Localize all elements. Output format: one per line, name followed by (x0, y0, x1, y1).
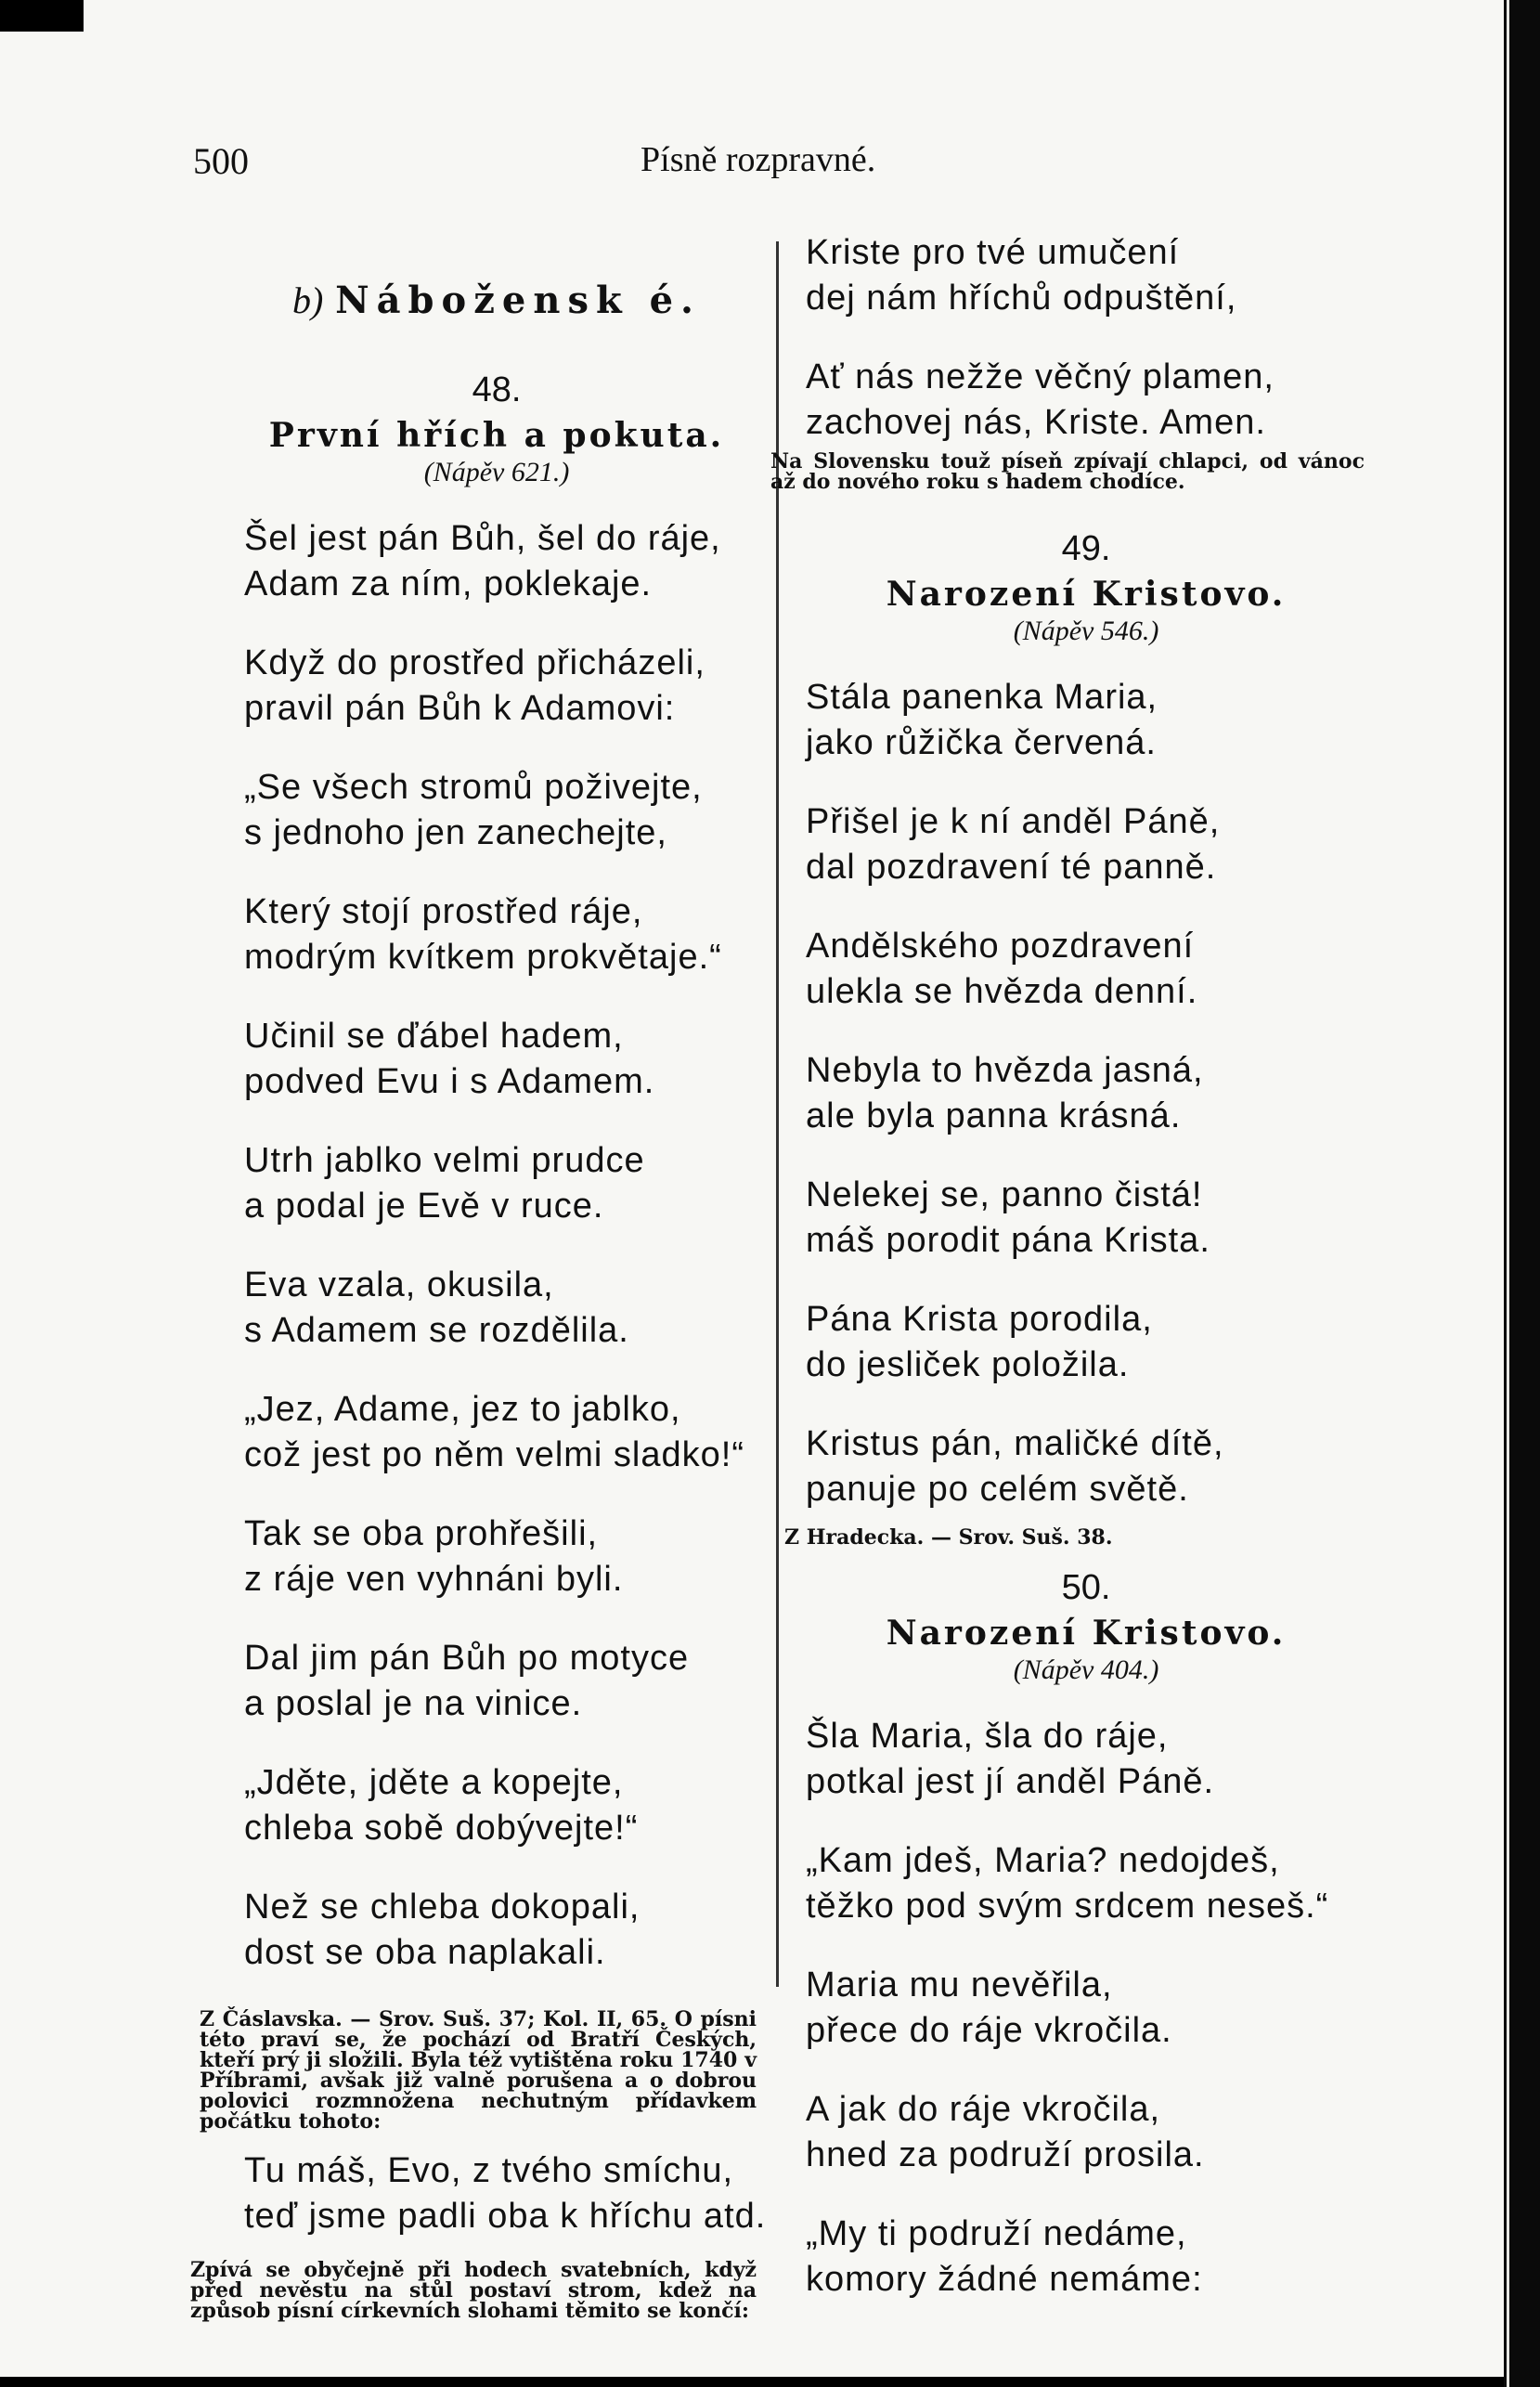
verse-line: Ať nás nežže věčný plamen, (806, 357, 1275, 396)
verse-line: Tak se oba prohřešili, (244, 1514, 599, 1553)
verse-line: Tu máš, Evo, z tvého smíchu, (244, 2151, 734, 2190)
song-49-stanzas (798, 675, 1374, 1512)
verse-line: Kristus pán, maličké dítě, (806, 1424, 1224, 1463)
verse-line: Šla Maria, šla do ráje, (806, 1717, 1169, 1756)
verse-line: Když do prostřed přicházeli, (244, 643, 705, 682)
verse-line: Stála panenka Maria, (806, 678, 1158, 717)
verse-line: těžko pod svým srdcem neseš.“ (806, 1887, 1329, 1926)
verse-line: dal pozdravení té panně. (806, 848, 1217, 887)
song-50-stanzas (798, 1714, 1374, 2303)
stanza (806, 675, 1374, 766)
stanza (244, 1263, 757, 1354)
verse-line: pravil pán Bůh k Adamovi: (244, 689, 676, 728)
verse-line: hned za podruží prosila. (806, 2135, 1205, 2174)
right-column (770, 230, 1374, 2336)
verse-line: dej nám hříchů odpuštění, (806, 279, 1237, 318)
stanza (806, 2087, 1374, 2178)
running-title: Písně rozpravné. (641, 140, 876, 179)
verse-line: máš porodit pána Krista. (806, 1221, 1210, 1260)
song-note: Na Slovensku touž píseň zpívají chlapci, od vánoc až do nového roku s hadem chodíce. (770, 449, 1365, 494)
verse-line: přece do ráje vkročila. (806, 2011, 1172, 2050)
verse-line: ulekla se hvězda denní. (806, 972, 1198, 1011)
stanza (244, 889, 757, 980)
stanza (806, 355, 1374, 446)
stanza (244, 1387, 757, 1478)
verse-line: z ráje ven vyhnáni byli. (244, 1560, 624, 1599)
song-source: Z Hradecka. — Srov. Suš. 38. (784, 1525, 1113, 1550)
verse-line: Který stojí prostřed ráje, (244, 892, 643, 931)
section-name: Nábožensk é. (335, 279, 701, 322)
verse-line: „Jez, Adame, jez to jablko, (244, 1390, 681, 1429)
song-note: Z Čáslavska. — Srov. Suš. 37; Kol. II, 65. O písni této praví se, že pochází od Bratří Českých, kteří prý ji složili. Byla též vytištěna roku 1740 v Příbrami, avšak již valně porušena a o dobrou polovici rozmnožena nechutným přídavkem počátku tohoto: (200, 2007, 757, 2134)
verse-line: do jesliček položila. (806, 1345, 1130, 1384)
stanza (244, 1636, 757, 1727)
verse-line: teď jsme padli oba k hříchu atd. (244, 2197, 767, 2236)
stanza (806, 1421, 1374, 1512)
verse-line: komory žádné nemáme: (806, 2260, 1203, 2299)
verse-line: Eva vzala, okusila, (244, 1265, 554, 1304)
stanza (806, 799, 1374, 890)
verse-line: Dal jim pán Bůh po motyce (244, 1639, 690, 1678)
verse-line: Přišel je k ní anděl Páně, (806, 802, 1221, 841)
song-tune: (Nápěv 404.) (1013, 1654, 1159, 1685)
stanza (806, 1838, 1374, 1929)
left-column (190, 269, 767, 2338)
verse-line: potkal jest jí anděl Páně. (806, 1762, 1215, 1801)
song-tune: (Nápěv 546.) (1013, 616, 1159, 646)
page-number: 500 (193, 140, 249, 182)
verse-line: s jednoho jen zanechejte, (244, 813, 667, 852)
song-48-stanzas (237, 516, 757, 1976)
verse-line: Šel jest pán Bůh, šel do ráje, (244, 519, 721, 558)
stanza (806, 1048, 1374, 1139)
verse-line: „My ti podruží nedáme, (806, 2214, 1187, 2253)
verse-line: Než se chleba dokopali, (244, 1888, 641, 1926)
verse-line: Pána Krista porodila, (806, 1300, 1153, 1339)
stanza (806, 924, 1374, 1015)
stanza (244, 1885, 757, 1976)
continued-stanzas (798, 230, 1374, 446)
stanza (806, 1963, 1374, 2054)
stanza (806, 1714, 1374, 1805)
verse-line: Nebyla to hvězda jasná, (806, 1051, 1204, 1090)
song-title: První hřích a pokuta. (268, 416, 725, 455)
verse-line: Nelekej se, panno čistá! (806, 1175, 1203, 1214)
verse-line: ale byla panna krásná. (806, 1096, 1182, 1135)
verse-line: Učinil se ďábel hadem, (244, 1017, 624, 1056)
stanza (806, 1173, 1374, 1264)
verse-line: dost se oba naplakali. (244, 1933, 606, 1972)
verse-line: panuje po celém světě. (806, 1470, 1189, 1509)
stanza (806, 1297, 1374, 1388)
verse-line: chleba sobě dobývejte!“ (244, 1809, 639, 1848)
song-note: Zpívá se obyčejně při hodech svatebních, když před nevěstu na stůl postaví strom, kdež na způsob písní církevních slohami těmito se končí: (190, 2258, 757, 2323)
stanza (244, 1138, 757, 1229)
verse-line: „Kam jdeš, Maria? nedojdeš, (806, 1841, 1280, 1880)
running-header (0, 139, 1504, 195)
stanza (244, 1014, 757, 1105)
verse-line: podved Evu i s Adamem. (244, 1062, 655, 1101)
scan-edge-line (1507, 0, 1509, 2387)
verse-line: Kriste pro tvé umučení (806, 233, 1180, 272)
verse-line: Andělského pozdravení (806, 927, 1195, 966)
song-tune: (Nápěv 621.) (423, 457, 570, 487)
song-number: 48. (472, 370, 522, 409)
section-heading (237, 279, 757, 322)
column-divider (776, 241, 779, 1987)
verse-line: „Jděte, jděte a kopejte, (244, 1763, 624, 1802)
verse-line: což jest po něm velmi sladko!“ (244, 1435, 744, 1474)
stanza (244, 2148, 767, 2239)
verse-line: Utrh jablko velmi prudce (244, 1141, 645, 1180)
stanza (244, 765, 757, 856)
verse-line: s Adamem se rozdělila. (244, 1311, 629, 1350)
section-letter: b) (292, 279, 324, 321)
verse-line: a poslal je na vinice. (244, 1684, 583, 1723)
verse-line: a podal je Evě v ruce. (244, 1187, 604, 1226)
verse-line: Maria mu nevěřila, (806, 1965, 1113, 2004)
verse-line: „Se všech stromů poživejte, (244, 768, 703, 807)
stanza (244, 1511, 757, 1602)
verse-line: zachovej nás, Kriste. Amen. (806, 403, 1266, 442)
stanza (244, 516, 757, 607)
stanza (806, 2212, 1374, 2303)
stanza (244, 641, 757, 732)
verse-line: modrým kvítkem prokvětaje.“ (244, 938, 722, 977)
stanza (244, 1760, 757, 1851)
song-number: 49. (1061, 529, 1111, 568)
stanza (806, 230, 1374, 321)
verse-line: A jak do ráje vkročila, (806, 2090, 1161, 2129)
song-title: Narození Kristovo. (886, 575, 1287, 614)
scan-corner-mark (0, 0, 84, 32)
verse-line: jako růžička červená. (806, 723, 1157, 762)
song-title: Narození Kristovo. (886, 1614, 1287, 1653)
verse-line: Adam za ním, poklekaje. (244, 564, 653, 603)
song-number: 50. (1061, 1568, 1111, 1607)
